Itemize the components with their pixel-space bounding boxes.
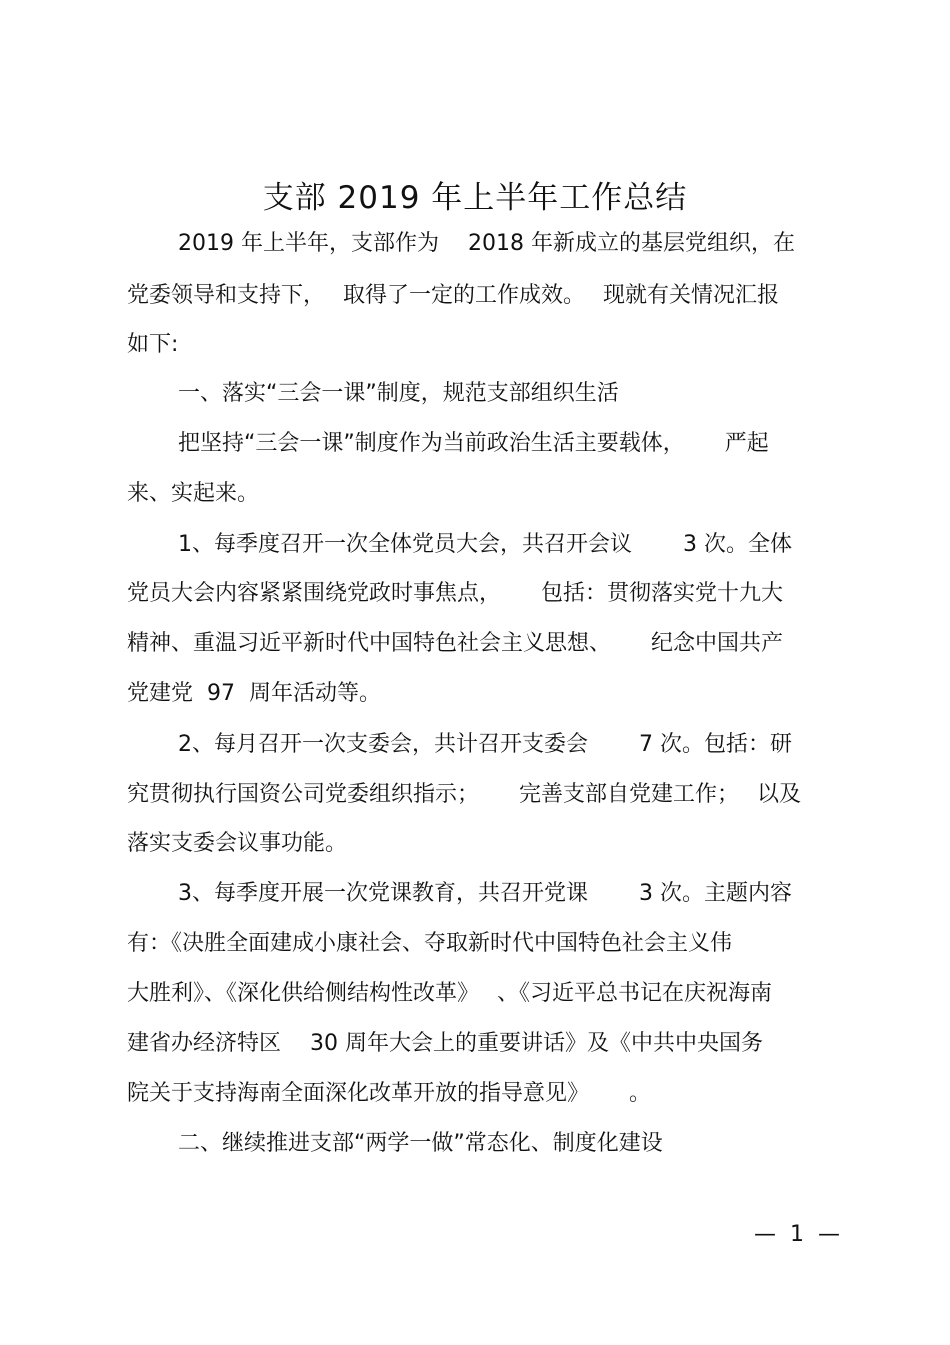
paragraph-line: 2、每月召开一次支委会，共计召开支委会 7 次。包括：研 <box>178 732 792 757</box>
paragraph-line: 党员大会内容紧紧围绕党政时事焦点， 包括：贯彻落实党十九大 <box>127 581 783 606</box>
section-heading: 一、落实“三会一课”制度，规范支部组织生活 <box>178 381 619 406</box>
paragraph-line: 如下: <box>127 332 179 357</box>
document-title: 支部 2019 年上半年工作总结 <box>262 180 688 216</box>
paragraph-line: 来、实起来。 <box>127 481 260 506</box>
section-heading: 二、继续推进支部“两学一做”常态化、制度化建设 <box>178 1131 663 1156</box>
paragraph-line: 建省办经济特区 30 周年大会上的重要讲话》及《中共中央国务 <box>127 1031 763 1056</box>
paragraph-line: 精神、重温习近平新时代中国特色社会主义思想、 纪念中国共产 <box>127 631 783 656</box>
paragraph-line: 大胜利》、《深化供给侧结构性改革》 、《习近平总书记在庆祝海南 <box>127 981 772 1006</box>
paragraph-line: 把坚持“三会一课”制度作为当前政治生活主要载体， 严起 <box>178 431 769 456</box>
paragraph-line: 有：《决胜全面建成小康社会、夺取新时代中国特色社会主义伟 <box>127 931 733 956</box>
paragraph-line: 3、每季度开展一次党课教育，共召开党课 3 次。主题内容 <box>178 881 792 906</box>
page-number: — 1 — <box>754 1222 840 1247</box>
paragraph-line: 党建党 97 周年活动等。 <box>127 681 381 706</box>
paragraph-line: 落实支委会议事功能。 <box>127 831 348 856</box>
paragraph-line: 院关于支持海南全面深化改革开放的指导意见》 。 <box>127 1081 651 1106</box>
paragraph-line: 1、每季度召开一次全体党员大会，共召开会议 3 次。全体 <box>178 532 792 557</box>
paragraph-line: 2019 年上半年，支部作为 2018 年新成立的基层党组织，在 <box>178 231 795 256</box>
paragraph-line: 究贯彻执行国资公司党委组织指示； 完善支部自党建工作； 以及 <box>127 782 801 807</box>
paragraph-line: 党委领导和支持下， 取得了一定的工作成效。 现就有关情况汇报 <box>127 283 779 308</box>
